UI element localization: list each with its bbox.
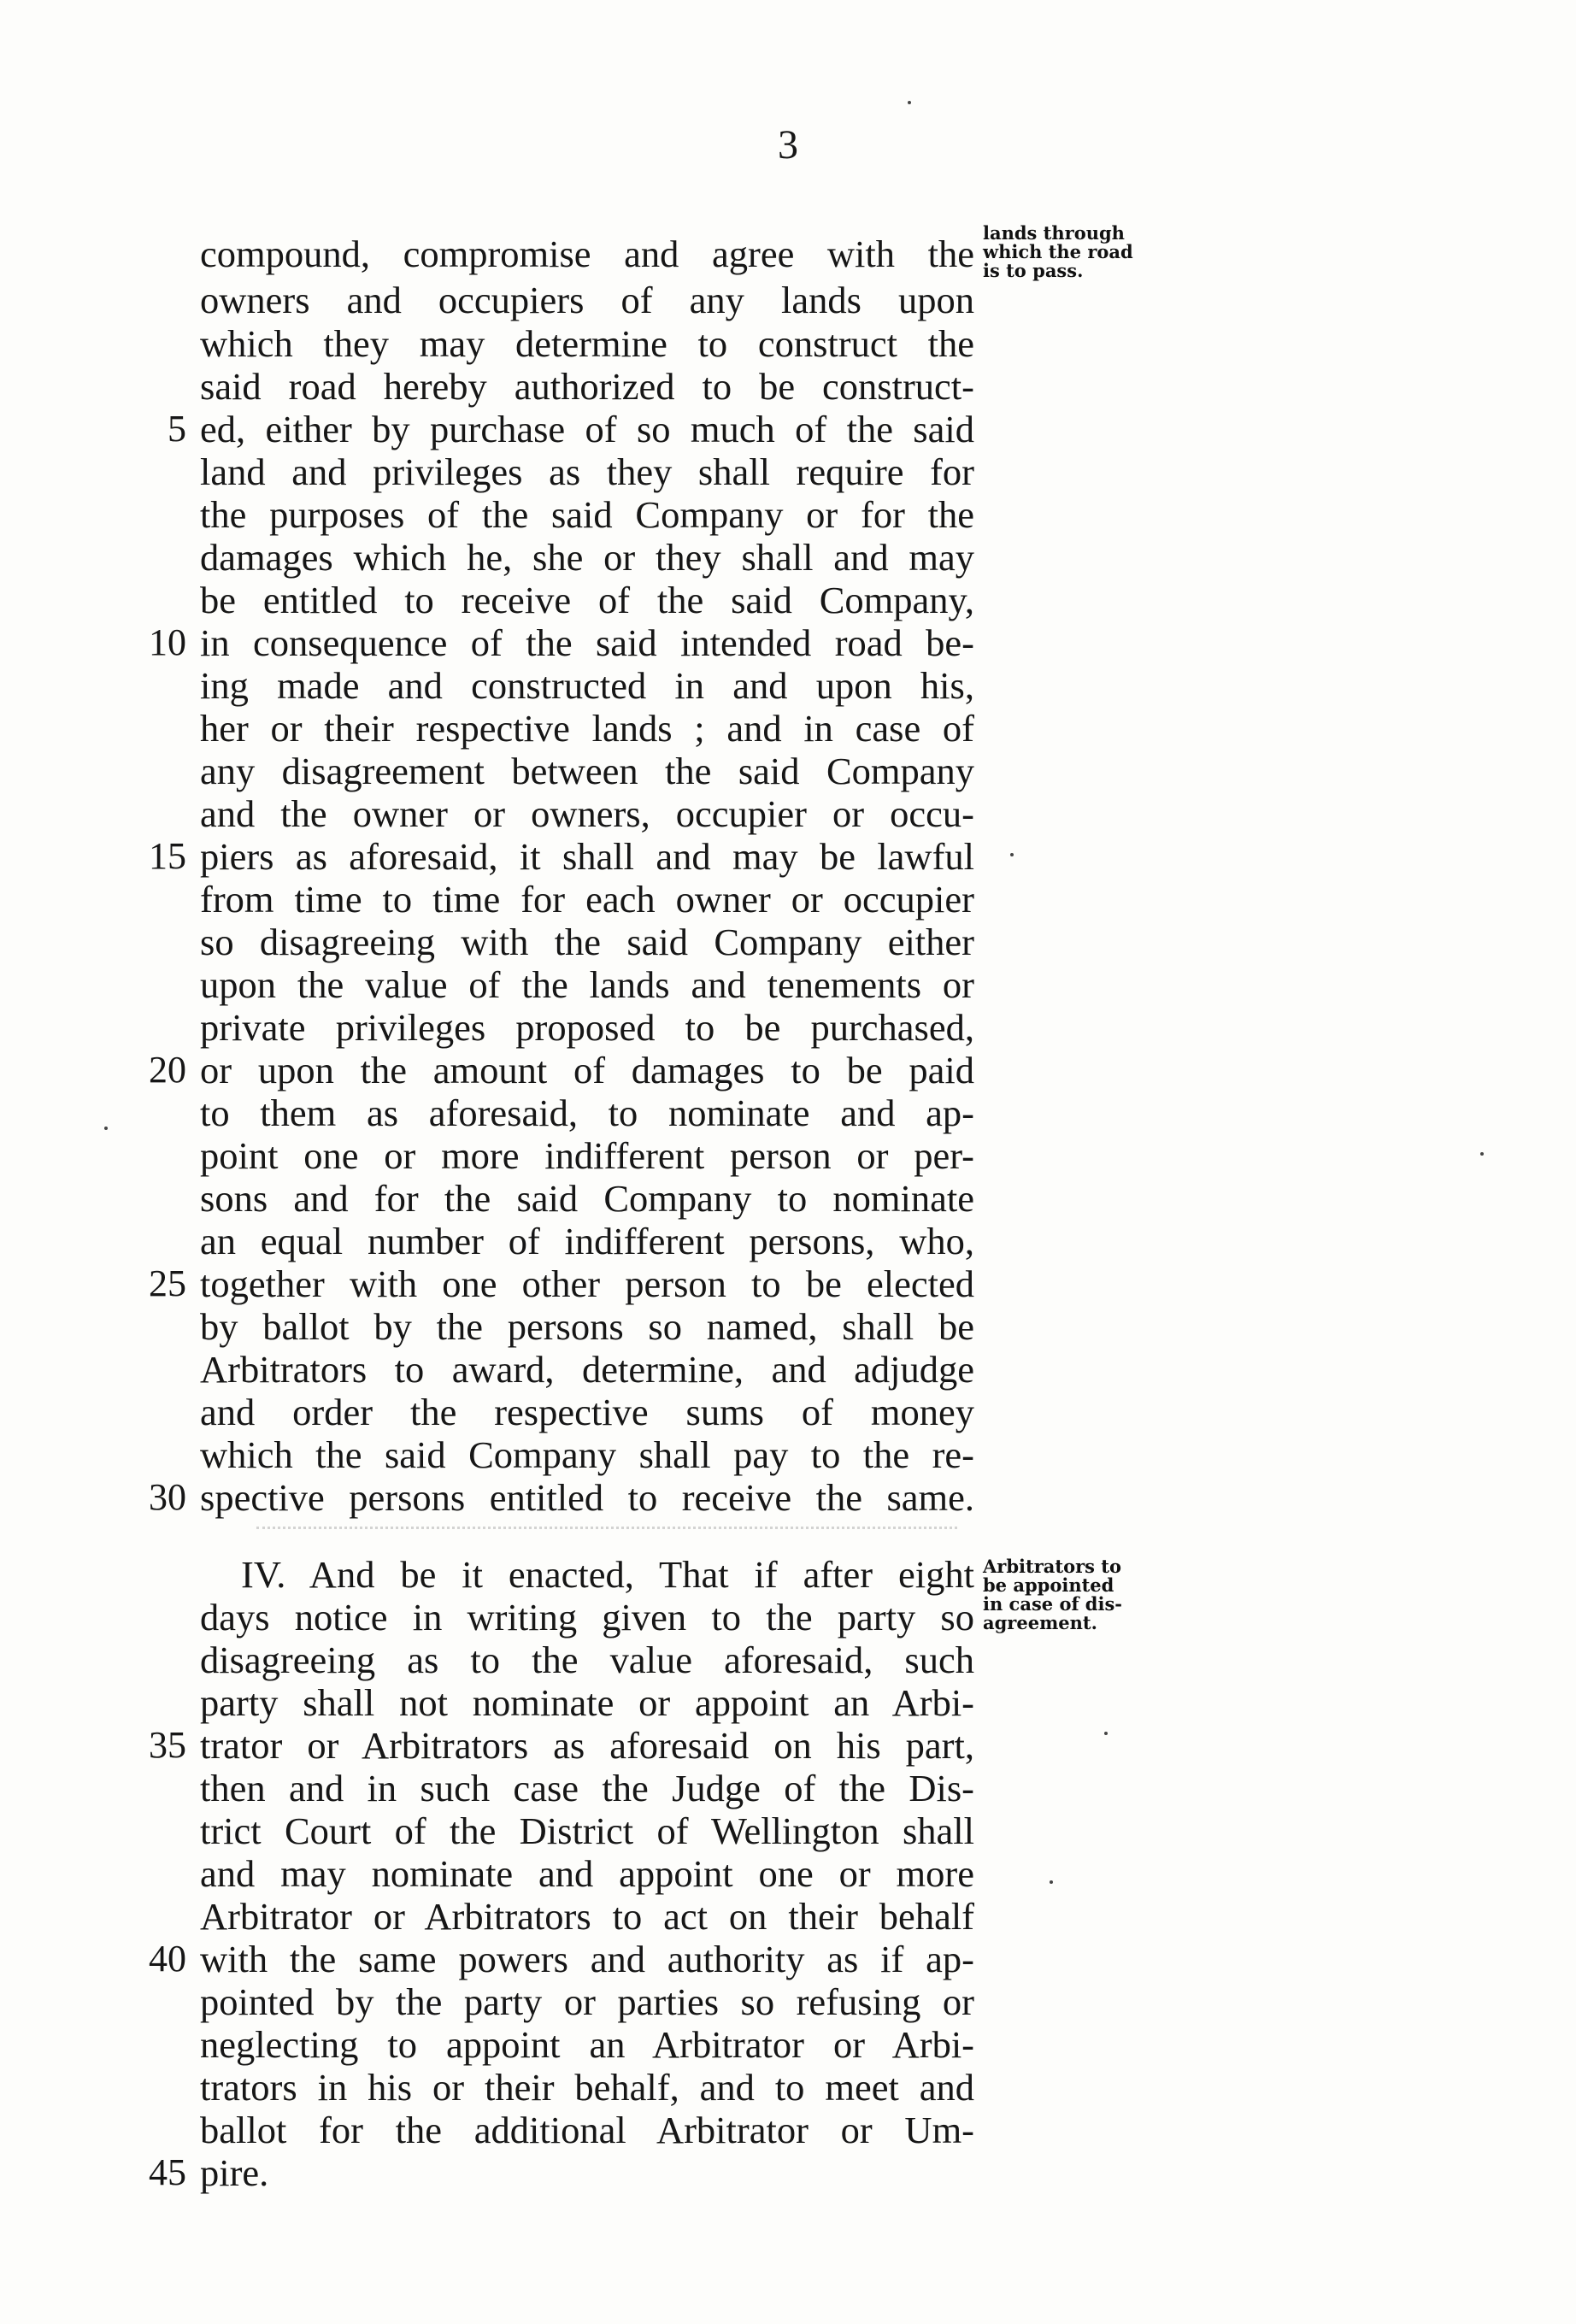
text-line: then and in such case the Judge of the Dis-	[200, 1768, 974, 1809]
text-line: Arbitrator or Arbitrators to act on their behalf	[200, 1896, 974, 1938]
text-line: private privileges proposed to be purchased,	[200, 1007, 974, 1049]
print-speck	[1050, 1880, 1053, 1884]
text-line: upon the value of the lands and tenements or	[200, 964, 974, 1006]
text-line: trator or Arbitrators as aforesaid on his part,	[200, 1725, 974, 1767]
text-line: spective persons entitled to receive the same.	[200, 1477, 974, 1519]
text-line: owners and occupiers of any lands upon	[200, 279, 974, 321]
section-divider	[256, 1520, 957, 1529]
text-line: point one or more indifferent person or per-	[200, 1135, 974, 1177]
line-number: 30	[149, 1476, 186, 1518]
text-line: land and privileges as they shall require for	[200, 451, 974, 493]
text-line: which they may determine to construct the	[200, 323, 974, 365]
margin-note-line: which the road	[983, 241, 1133, 262]
line-number: 45	[149, 2151, 186, 2193]
print-speck	[1480, 1152, 1484, 1156]
margin-note-line: be appointed	[983, 1574, 1114, 1596]
line-number: 5	[168, 408, 186, 450]
text-line: the purposes of the said Company or for the	[200, 494, 974, 536]
text-line: and the owner or owners, occupier or occu-	[200, 793, 974, 835]
print-speck	[1010, 853, 1014, 856]
page-number: 3	[778, 122, 798, 168]
text-line: ed, either by purchase of so much of the said	[200, 409, 974, 450]
text-line: pire.	[200, 2152, 269, 2194]
text-line: which the said Company shall pay to the re-	[200, 1434, 974, 1476]
text-line: sons and for the said Company to nominate	[200, 1178, 974, 1220]
margin-note-line: in case of dis-	[983, 1593, 1122, 1615]
text-line: ballot for the additional Arbitrator or Um-	[200, 2109, 974, 2151]
text-line: trators in his or their behalf, and to meet and	[200, 2067, 974, 2109]
text-line: or upon the amount of damages to be paid	[200, 1050, 974, 1091]
line-number: 20	[149, 1049, 186, 1091]
margin-note-line: Arbitrators to	[983, 1556, 1122, 1577]
print-speck	[104, 1127, 108, 1130]
text-line: by ballot by the persons so named, shall be	[200, 1306, 974, 1348]
text-line: pointed by the party or parties so refusing or	[200, 1981, 974, 2023]
line-number: 35	[149, 1724, 186, 1766]
text-line: compound, compromise and agree with the	[200, 233, 974, 275]
margin-note-line: lands through	[983, 222, 1125, 244]
margin-note-arbitrators	[983, 1557, 1188, 1633]
print-speck	[908, 101, 911, 104]
text-line: be entitled to receive of the said Company,	[200, 580, 974, 621]
line-number: 25	[149, 1262, 186, 1304]
margin-note-lands	[983, 224, 1188, 280]
text-line: damages which he, she or they shall and may	[200, 537, 974, 579]
text-line: in consequence of the said intended road be-	[200, 622, 974, 664]
text-line: party shall not nominate or appoint an Arbi-	[200, 1682, 974, 1724]
text-line: IV. And be it enacted, That if after eight	[241, 1554, 974, 1596]
text-line: to them as aforesaid, to nominate and ap-	[200, 1092, 974, 1134]
text-line: Arbitrators to award, determine, and adjudge	[200, 1349, 974, 1391]
line-number: 10	[149, 621, 186, 663]
text-line: neglecting to appoint an Arbitrator or Arbi-	[200, 2024, 974, 2066]
text-line: any disagreement between the said Company	[200, 750, 974, 792]
text-line: an equal number of indifferent persons, who,	[200, 1221, 974, 1262]
print-speck	[1104, 1732, 1108, 1735]
text-line: disagreeing as to the value aforesaid, such	[200, 1639, 974, 1681]
text-line: said road hereby authorized to be construct-	[200, 366, 974, 408]
text-line: trict Court of the District of Wellington shall	[200, 1810, 974, 1852]
text-line: so disagreeing with the said Company either	[200, 921, 974, 963]
text-line: her or their respective lands ; and in case of	[200, 708, 974, 750]
margin-note-line: is to pass.	[983, 260, 1084, 281]
text-line: and may nominate and appoint one or more	[200, 1853, 974, 1895]
text-line: and order the respective sums of money	[200, 1391, 974, 1433]
text-line: ing made and constructed in and upon his,	[200, 665, 974, 707]
text-line: with the same powers and authority as if ap-	[200, 1939, 974, 1980]
margin-note-line: agreement.	[983, 1612, 1097, 1633]
text-line: piers as aforesaid, it shall and may be lawful	[200, 836, 974, 878]
text-line: together with one other person to be elected	[200, 1263, 974, 1305]
text-line: from time to time for each owner or occupier	[200, 879, 974, 921]
text-line: days notice in writing given to the party so	[200, 1597, 974, 1639]
line-number: 40	[149, 1938, 186, 1980]
line-number: 15	[149, 835, 186, 877]
